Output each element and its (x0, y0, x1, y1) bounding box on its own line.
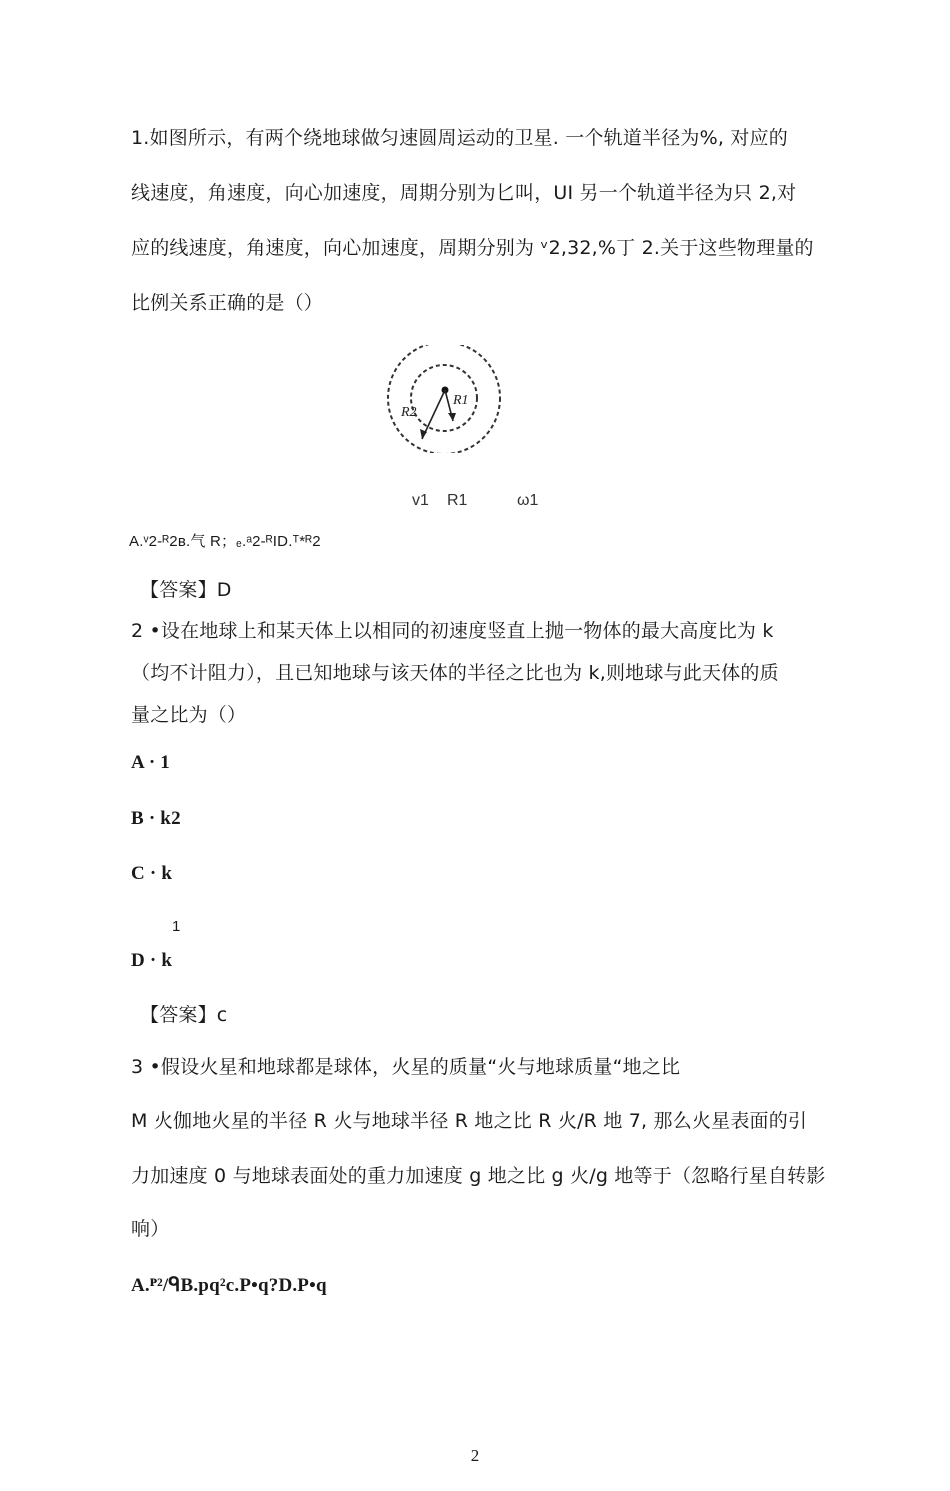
q1-line3: 应的线速度，角速度，向心加速度，周期分别为 ᵛ2,32,%丁 2.关于这些物理量的 (131, 237, 814, 259)
q3-line2: M 火伽地火星的半径 R 火与地球半径 R 地之比 R 火/R 地 7, 那么火星表面的引 (131, 1110, 808, 1132)
q1-answer: 【答案】D (140, 579, 232, 601)
q2-line3: 量之比为（） (131, 704, 247, 726)
q2-option-a: A · 1 (131, 752, 171, 773)
q2-option-d: D · k (131, 950, 173, 971)
r2-label: R2 (401, 405, 417, 420)
q3-line3: 力加速度 0 与地球表面处的重力加速度 g 地之比 g 火/g 地等于（忽略行星自转影 (131, 1165, 826, 1187)
fig-label-omega1: ω1 (517, 492, 539, 509)
q1-line4: 比例关系正确的是（） (131, 292, 324, 314)
q2-line1: 2 •设在地球上和某天体上以相同的初速度竖直上抛一物体的最大高度比为 k (131, 620, 774, 642)
q1-options: A.ᵛ2-ᴿ2ʙ.气 R；ₑ.ᵃ2-ᴿID.ᵀ*ᴿ2 (129, 533, 321, 550)
q3-options: A.ᴾ²/ᑫB.pq²c.P•q?D.P•q (131, 1275, 327, 1296)
r1-label: R1 (453, 393, 469, 408)
q2-option-c: C · k (131, 863, 173, 884)
q3-line4: 响） (131, 1218, 170, 1240)
q2-answer: 【答案】c (140, 1004, 228, 1026)
q2-option-b: B · k2 (131, 808, 181, 829)
q1-line2: 线速度，角速度，向心加速度，周期分别为匕叫，UI 另一个轨道半径为只 2,对 (131, 182, 797, 204)
q1-line1: 1.如图所示，有两个绕地球做匀速圆周运动的卫星. 一个轨道半径为%, 对应的 (131, 127, 788, 149)
q2-option-d-numerator: 1 (172, 918, 181, 935)
fig-label-r1: R1 (447, 492, 468, 509)
orbit-diagram (383, 345, 505, 453)
fig-label-v1: v1 (412, 492, 429, 509)
outer-orbit (388, 345, 500, 453)
q3-line1: 3 •假设火星和地球都是球体，火星的质量“火与地球质量“地之比 (131, 1056, 681, 1078)
q2-line2: （均不计阻力），且已知地球与该天体的半径之比也为 k,则地球与此天体的质 (131, 662, 779, 684)
page-number: 2 (470, 1446, 480, 1465)
